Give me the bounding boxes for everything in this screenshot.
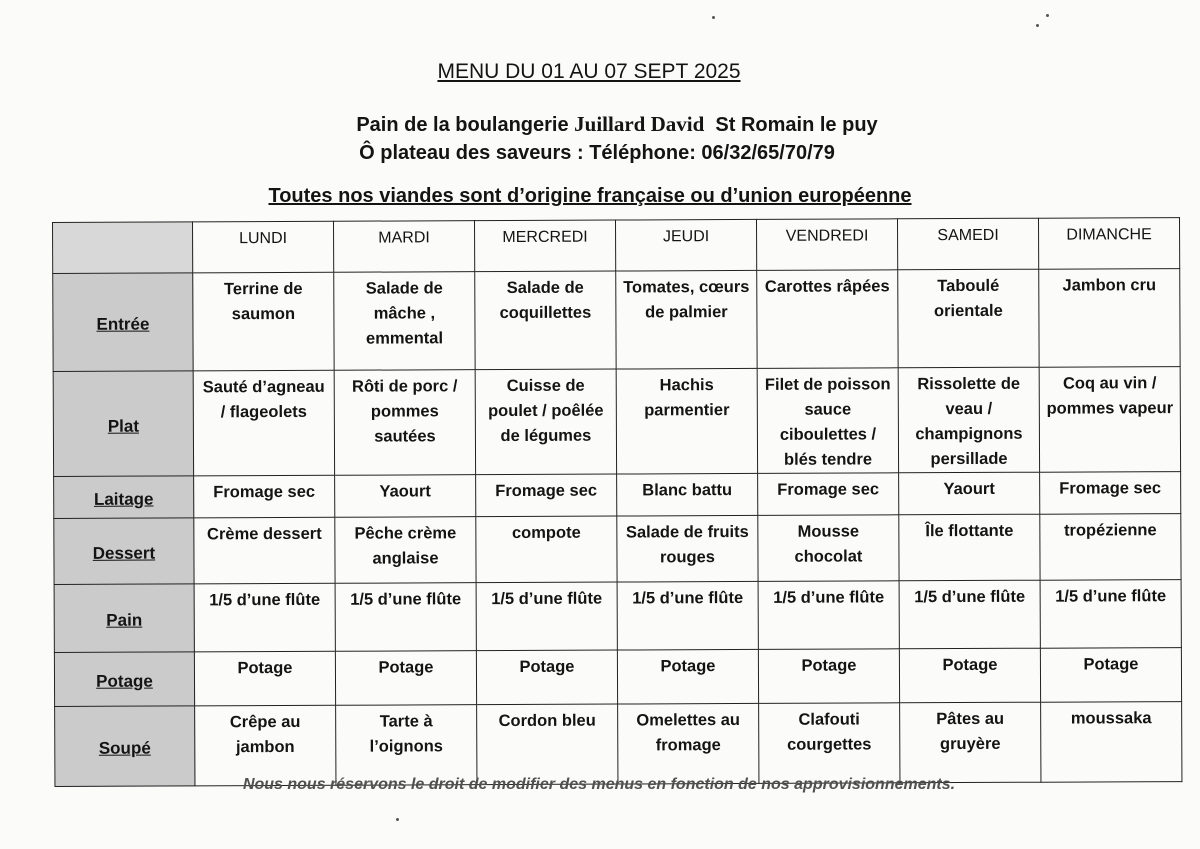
scan-speck <box>1036 24 1039 27</box>
menu-cell: 1/5 d’une flûte <box>194 583 335 652</box>
menu-cell: Tomates, cœurs de palmier <box>616 270 757 369</box>
day-header: DIMANCHE <box>1038 218 1179 270</box>
table-row <box>53 367 1180 477</box>
menu-cell: Coq au vin / pommes vapeur <box>1039 367 1180 473</box>
table-row <box>53 269 1180 372</box>
menu-cell: Tarte à l’oignons <box>336 705 477 786</box>
menu-cell: Fromage sec <box>1040 472 1181 515</box>
bakery-line <box>0 112 1200 137</box>
menu-cell: Crêpe au jambon <box>195 705 336 786</box>
bakery-name: Juillard David <box>574 112 705 136</box>
menu-cell: Cordon bleu <box>477 704 618 785</box>
bakery-place: St Romain le puy <box>715 114 878 136</box>
scan-speck <box>712 16 715 19</box>
menu-cell: 1/5 d’une flûte <box>335 583 476 652</box>
menu-cell: Mousse chocolat <box>758 515 899 582</box>
menu-cell: Potage <box>899 648 1040 703</box>
course-label: Entrée <box>53 273 193 372</box>
day-header: VENDREDI <box>756 219 897 271</box>
menu-cell: Île flottante <box>899 514 1040 581</box>
menu-cell: Potage <box>335 651 476 706</box>
menu-cell: Potage <box>194 651 335 706</box>
table-row <box>54 580 1181 653</box>
menu-cell: Rôti de porc / pommes sautées <box>334 370 475 476</box>
menu-table <box>52 217 1182 787</box>
menu-cell: 1/5 d’une flûte <box>758 581 899 650</box>
menu-cell: Clafouti courgettes <box>759 703 900 784</box>
menu-cell: Jambon cru <box>1039 269 1180 368</box>
day-header: MARDI <box>333 221 474 273</box>
course-label: Soupé <box>55 706 195 787</box>
course-label: Dessert <box>54 518 194 585</box>
menu-cell: 1/5 d’une flûte <box>617 581 758 650</box>
bakery-prefix: Pain de la boulangerie <box>356 114 569 136</box>
menu-cell: Carottes râpées <box>757 270 898 369</box>
table-row <box>54 514 1181 585</box>
caterer-line: Ô plateau des saveurs : Téléphone: 06/32/65/70/79 <box>359 142 835 164</box>
menu-cell: Sauté d’agneau / flageolets <box>193 370 334 476</box>
course-label: Pain <box>54 584 194 653</box>
menu-cell: Blanc battu <box>617 473 758 516</box>
origin-note: Toutes nos viandes sont d’origine française ou d’union européenne <box>268 185 912 207</box>
course-label: Plat <box>53 371 193 477</box>
menu-cell: 1/5 d’une flûte <box>1040 580 1181 649</box>
menu-cell: Pêche crème anglaise <box>335 517 476 584</box>
menu-title: MENU DU 01 AU 07 SEPT 2025 <box>437 60 741 83</box>
table-row <box>54 472 1181 519</box>
table-row <box>54 648 1181 707</box>
menu-cell: Fromage sec <box>758 473 899 516</box>
course-label: Laitage <box>54 476 194 519</box>
menu-cell: Omelettes au fromage <box>618 703 759 784</box>
day-header: JEUDI <box>615 219 756 271</box>
menu-cell: Potage <box>476 650 617 705</box>
footer-note: Nous nous réservons le droit de modifier des menus en fonction de nos approvisionnements. <box>242 776 956 793</box>
day-header: MERCREDI <box>474 220 615 272</box>
menu-cell: Cuisse de poulet / poêlée de légumes <box>475 369 616 475</box>
day-header: LUNDI <box>193 221 334 273</box>
menu-cell: Fromage sec <box>476 474 617 517</box>
scan-speck <box>1046 14 1049 17</box>
menu-cell: Taboulé orientale <box>898 269 1039 368</box>
course-label: Potage <box>54 652 194 707</box>
corner-cell <box>53 222 193 274</box>
table-row <box>55 702 1182 787</box>
menu-cell: Terrine de saumon <box>193 272 334 371</box>
menu-cell: Salade de mâche , emmental <box>334 272 475 371</box>
menu-cell: Filet de poisson sauce ciboulettes / blés tendre <box>757 368 898 474</box>
menu-cell: Hachis parmentier <box>616 368 757 474</box>
menu-cell: Potage <box>758 649 899 704</box>
menu-cell: Salade de fruits rouges <box>617 515 758 582</box>
menu-cell: compote <box>476 516 617 583</box>
menu-cell: Potage <box>617 649 758 704</box>
menu-cell: Yaourt <box>335 475 476 518</box>
day-header: SAMEDI <box>897 218 1038 270</box>
menu-cell: 1/5 d’une flûte <box>476 582 617 651</box>
menu-cell: Crème dessert <box>194 517 335 584</box>
menu-cell: tropézienne <box>1040 514 1181 581</box>
scan-speck <box>396 818 399 821</box>
menu-cell: moussaka <box>1041 702 1182 783</box>
menu-cell: Yaourt <box>899 472 1040 515</box>
menu-cell: Fromage sec <box>194 475 335 518</box>
menu-cell: Potage <box>1040 648 1181 703</box>
menu-cell: Pâtes au gruyère <box>900 702 1041 783</box>
menu-cell: Salade de coquillettes <box>475 271 616 370</box>
menu-cell: Rissolette de veau / champignons persillade <box>898 367 1039 473</box>
menu-cell: 1/5 d’une flûte <box>899 580 1040 649</box>
day-header-row <box>53 218 1180 274</box>
